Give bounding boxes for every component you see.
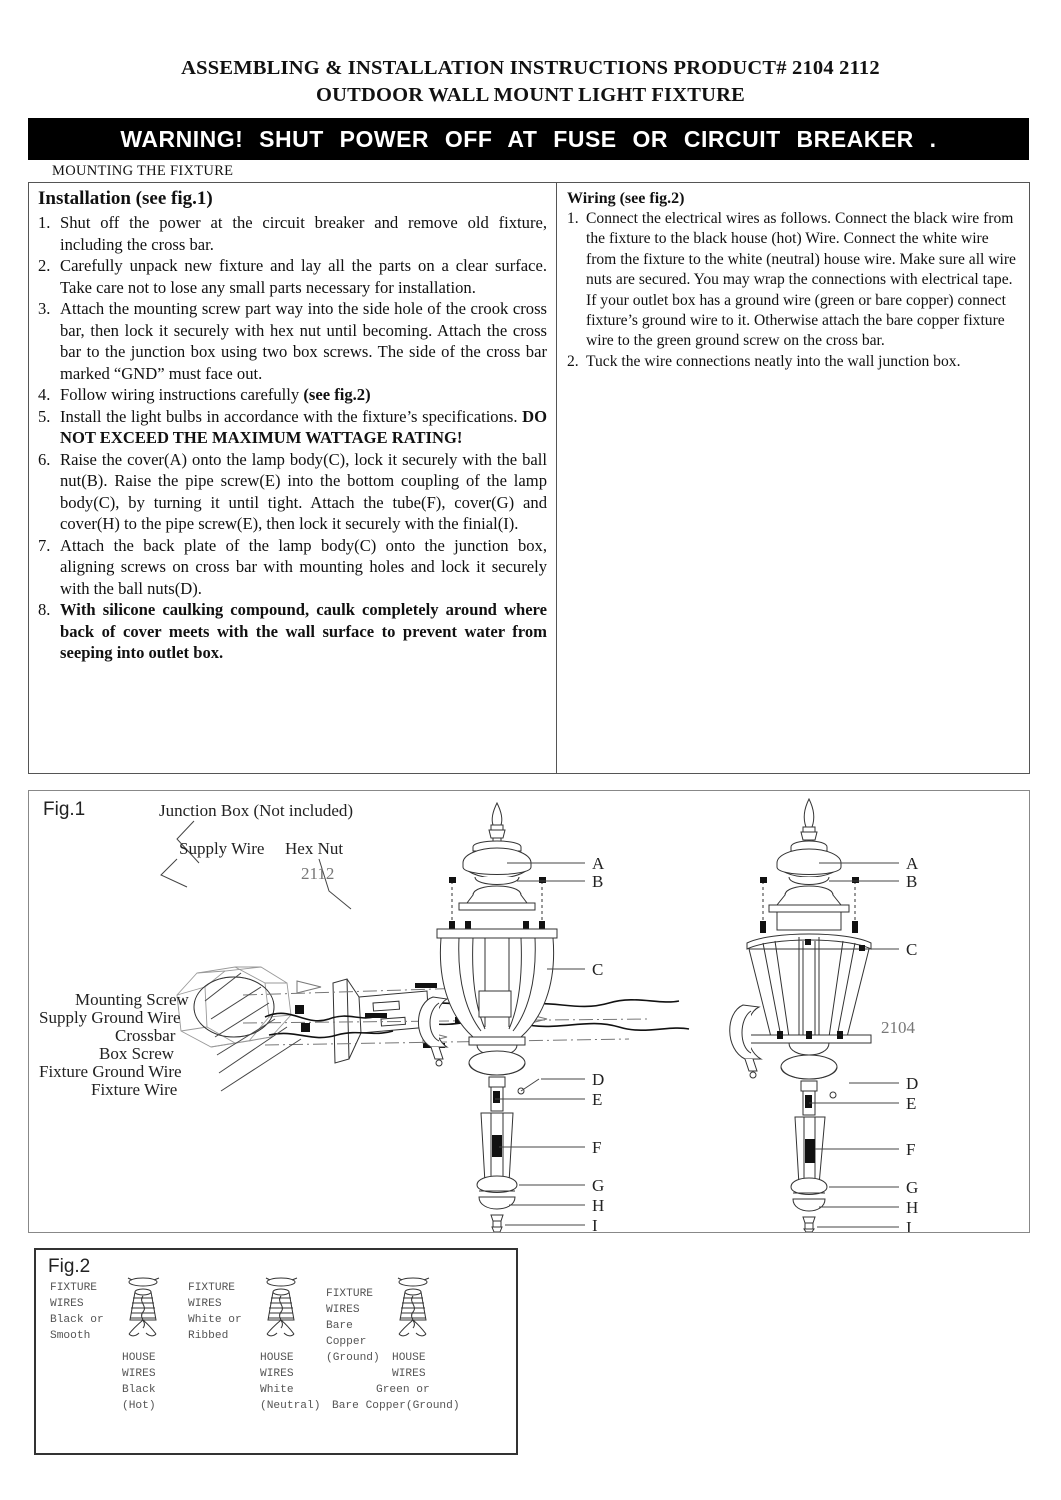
installation-step-6	[38, 449, 547, 535]
fig1-part-label-6: Box Screw	[99, 1044, 175, 1063]
fig1-callout-H: H	[592, 1196, 605, 1215]
step-number: 3.	[38, 299, 51, 318]
fig1-callout-B: B	[906, 872, 918, 891]
step-number: 7.	[38, 535, 51, 555]
step-number: 1.	[38, 213, 51, 232]
installation-step-5	[38, 406, 547, 449]
fig1-callout-D: D	[906, 1074, 919, 1093]
lamp-fixture-2104	[730, 799, 871, 1232]
wire-connection-group-3	[326, 1278, 460, 1412]
fig2-fixture-label: (Ground)	[326, 1352, 380, 1364]
wiring-step-2	[567, 352, 1019, 372]
fig1-part-label-0: Junction Box (Not included)	[159, 801, 354, 820]
fig1-callout-F: F	[906, 1140, 916, 1159]
figure-1-panel	[28, 790, 1030, 1233]
fig1-part-label-5: Crossbar	[115, 1026, 176, 1045]
wire-connection-group-2	[188, 1278, 320, 1412]
fig2-house-label: HOUSE	[260, 1352, 294, 1364]
step-text: Attach the mounting screw part way into the side hole of the crook cross bar, then lock it securely with hex nut until becoming. Attach the cross bar to the junction box using two box screws. The side of the cross bar marked “GND” must face out.	[60, 299, 547, 383]
installation-step-8	[38, 599, 547, 664]
fig2-fixture-label: WIRES	[50, 1298, 84, 1310]
wiring-step-list	[567, 209, 1019, 372]
fig2-house-label: HOUSE	[392, 1352, 426, 1364]
fig2-house-label: (Neutral)	[260, 1400, 321, 1412]
fig2-house-label: Black	[122, 1384, 156, 1396]
fig1-callout-F: F	[592, 1138, 602, 1157]
installation-step-1	[38, 212, 547, 255]
fig2-house-label: Bare Copper(Ground)	[332, 1400, 460, 1412]
fig1-model-number-right: 2104	[881, 1018, 915, 1037]
installation-column	[29, 183, 557, 773]
lamp-fixture-2112	[418, 803, 557, 1232]
step-text-emphasis: DO NOT EXCEED THE MAXIMUM WATTAGE RATING!	[60, 406, 547, 447]
step-text: Raise the cover(A) onto the lamp body(C), lock it securely with the ball nut(B). Raise the pipe screw(E) into the bottom coupling of the lamp body(C), by turning it until tight. Attach the tube(F), cover(G) and cover(H) to the pipe screw(E), then lock it securely with the finial(I).	[60, 449, 547, 533]
wiring-column	[557, 183, 1029, 773]
fig2-fixture-label: WIRES	[188, 1298, 222, 1310]
fig2-fixture-label: FIXTURE	[50, 1282, 97, 1294]
step-text: Carefully unpack new fixture and lay all the parts on a clear surface. Take care not to lose any small parts necessary for installation.	[60, 256, 547, 297]
figure-1-label: Fig.1	[43, 799, 86, 820]
fig1-callout-H: H	[906, 1198, 919, 1217]
fig1-part-label-2: Hex Nut	[285, 839, 344, 858]
fig2-fixture-label: Copper	[326, 1336, 367, 1348]
fig2-fixture-label: Bare	[326, 1320, 353, 1332]
fig2-fixture-label: FIXTURE	[326, 1288, 373, 1300]
instructions-table	[28, 182, 1030, 774]
wiring-step-1	[567, 209, 1019, 352]
step-text: Shut off the power at the circuit breaker and remove old fixture, including the cross bar.	[60, 213, 547, 254]
fig1-callout-E: E	[592, 1090, 603, 1109]
title-line-1: ASSEMBLING & INSTALLATION INSTRUCTIONS PRODUCT# 2104 2112	[181, 57, 880, 79]
fig2-house-label: WIRES	[122, 1368, 156, 1380]
fig2-house-label: White	[260, 1384, 294, 1396]
installation-heading: Installation (see fig.1)	[38, 188, 213, 209]
fig1-part-label-7: Fixture Ground Wire	[39, 1062, 182, 1081]
fig1-callout-I: I	[906, 1218, 912, 1232]
wiring-heading: Wiring (see fig.2)	[567, 190, 685, 207]
step-text: Install the light bulbs in accordance with the fixture’s specifications.	[60, 406, 523, 426]
fig2-house-label: WIRES	[260, 1368, 294, 1380]
fig1-callout-D: D	[592, 1070, 605, 1089]
mounting-the-fixture-caption: MOUNTING THE FIXTURE	[52, 163, 234, 179]
fig1-model-number-left: 2112	[301, 864, 335, 883]
warning-banner-text: WARNING! SHUT POWER OFF AT FUSE OR CIRCUIT BREAKER .	[120, 125, 937, 152]
figure-2-drawing	[36, 1250, 516, 1453]
installation-step-4	[38, 384, 547, 406]
fig2-house-label: HOUSE	[122, 1352, 156, 1364]
fig2-house-label: WIRES	[392, 1368, 426, 1380]
fig2-fixture-label: FIXTURE	[188, 1282, 235, 1294]
fig1-callout-C: C	[906, 940, 918, 959]
fig2-house-label: Green or	[376, 1384, 430, 1396]
wire-connection-group-1	[50, 1278, 159, 1412]
step-text: Tuck the wire connections neatly into the wall junction box.	[586, 352, 961, 370]
document-title	[0, 55, 1061, 109]
step-number: 1.	[567, 210, 579, 227]
figure-1-part-labels	[39, 801, 353, 1099]
fig1-part-label-1: Supply Wire	[179, 839, 265, 858]
fig1-callout-E: E	[906, 1094, 917, 1113]
step-text: Follow wiring instructions carefully	[60, 385, 304, 404]
installation-step-3	[38, 298, 547, 384]
step-number: 6.	[38, 449, 51, 469]
installation-step-2	[38, 255, 547, 298]
step-text: Attach the back plate of the lamp body(C) onto the junction box, aligning screws on cross bar with mounting holes and lock it securely with the ball nuts(D).	[60, 535, 547, 598]
step-text-emphasis: (see fig.2)	[303, 385, 371, 404]
installation-step-7	[38, 535, 547, 600]
fig2-fixture-label: Black or	[50, 1314, 104, 1326]
fig1-callout-I: I	[592, 1216, 598, 1232]
step-number: 8.	[38, 600, 51, 619]
fig1-part-label-4: Supply Ground Wire	[39, 1008, 181, 1027]
figure-2-panel	[34, 1248, 518, 1455]
fig2-house-label: (Hot)	[122, 1400, 156, 1412]
title-line-2: OUTDOOR WALL MOUNT LIGHT FIXTURE	[315, 84, 745, 106]
step-text: With silicone caulking compound, caulk completely around where back of cover meets with the wall surface to prevent water from seeping into outlet box.	[60, 600, 547, 662]
step-text: Connect the electrical wires as follows. Connect the black wire from the fixture to the black house (hot) Wire. Connect the white wire from the fixture to the white (neutral) house wire. Make sure all wire nuts are secured. You may wrap the connections with electrical tape. If your outlet box has a ground wire (green or bare copper) connect fixture’s ground wire to it. Otherwise attach the bare copper fixture wire to the green ground screw on the cross bar.	[586, 210, 1016, 350]
step-number: 2.	[567, 352, 579, 370]
fig1-callout-G: G	[592, 1176, 605, 1195]
fig1-callout-A: A	[592, 854, 605, 873]
step-number: 2.	[38, 256, 51, 275]
fig1-callout-B: B	[592, 872, 604, 891]
fig2-fixture-label: WIRES	[326, 1304, 360, 1316]
fig1-callout-G: G	[906, 1178, 919, 1197]
figure-1-drawing	[29, 791, 1029, 1232]
step-number: 5.	[38, 406, 51, 426]
fig1-callout-C: C	[592, 960, 604, 979]
fig1-callout-A: A	[906, 854, 919, 873]
fig1-part-label-8: Fixture Wire	[91, 1080, 178, 1099]
warning-banner	[28, 118, 1029, 160]
fig2-fixture-label: White or	[188, 1314, 242, 1326]
fig1-part-label-3: Mounting Screw	[75, 990, 189, 1009]
fig2-fixture-label: Smooth	[50, 1330, 91, 1342]
figure-2-label: Fig.2	[48, 1256, 91, 1277]
installation-step-list	[38, 212, 547, 664]
step-number: 4.	[38, 385, 51, 404]
fig2-fixture-label: Ribbed	[188, 1330, 229, 1342]
